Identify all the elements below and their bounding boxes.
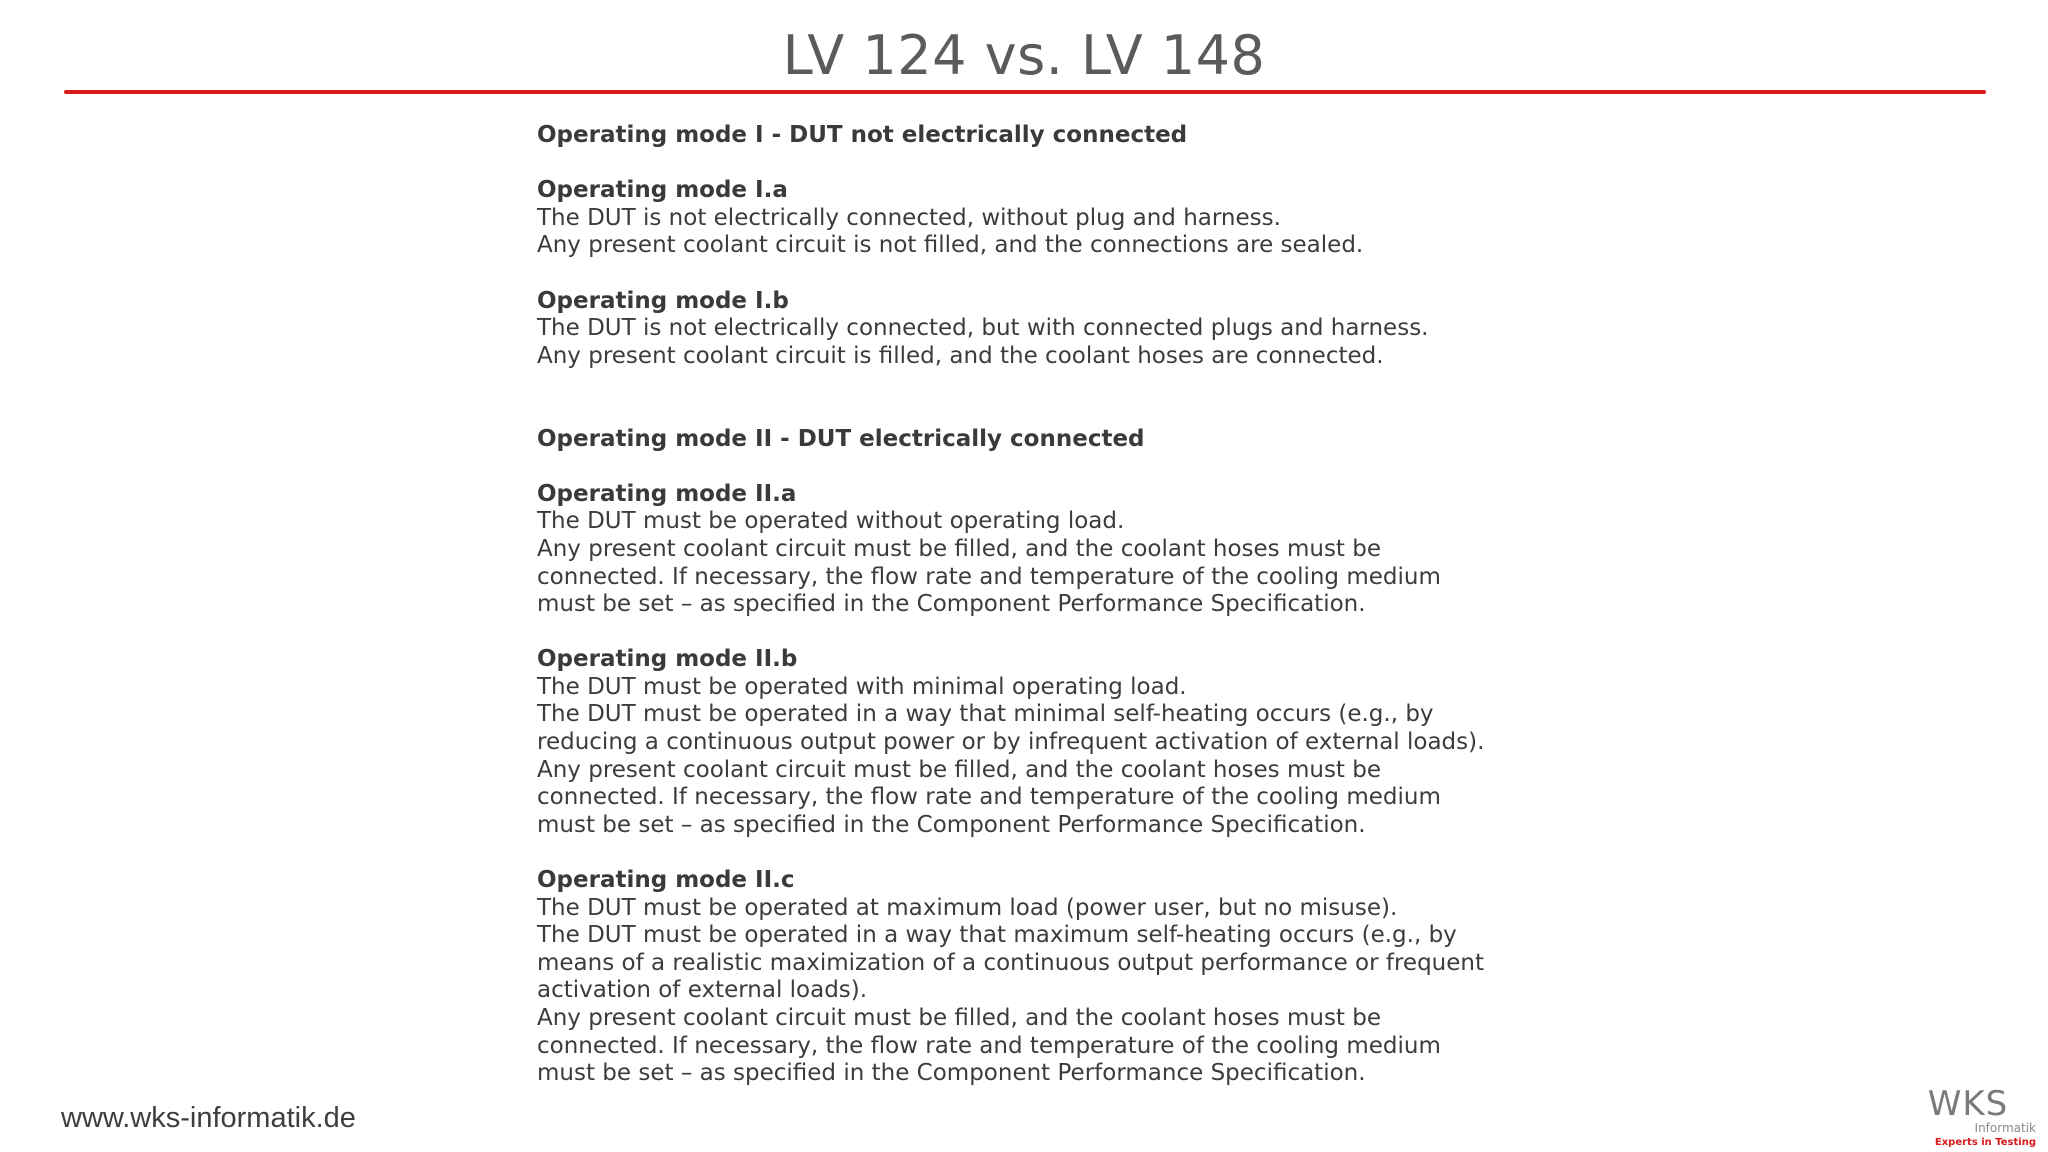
body-text-line: Any present coolant circuit is not filled, and the connections are sealed. xyxy=(537,232,1364,259)
section-heading: Operating mode I.a xyxy=(537,177,788,204)
logo-tagline: Experts in Testing xyxy=(1934,1137,2036,1148)
wks-logo-image xyxy=(1898,1082,2038,1148)
blank-line xyxy=(537,453,1537,481)
slide-title: LV 124 vs. LV 148 xyxy=(782,24,1266,87)
blank-line xyxy=(537,260,1537,288)
section-heading: Operating mode I.b xyxy=(537,287,789,314)
operating-modes-text xyxy=(537,122,1537,1088)
body-text-line: connected. If necessary, the flow rate and temperature of the cooling medium xyxy=(537,563,1441,590)
body-text-line: The DUT is not electrically connected, but with connected plugs and harness. xyxy=(537,315,1429,342)
logo-subtitle: Informatik xyxy=(1974,1121,2036,1135)
body-text-line: The DUT must be operated in a way that maximum self-heating occurs (e.g., by xyxy=(537,922,1457,949)
section-heading: Operating mode II - DUT electrically connected xyxy=(537,425,1145,452)
logo-wordmark: WKS xyxy=(1927,1084,2009,1124)
section-heading: Operating mode II.a xyxy=(537,480,797,507)
wks-logo xyxy=(1898,1082,2038,1148)
section-heading: Operating mode II.b xyxy=(537,646,798,673)
blank-line xyxy=(537,619,1537,647)
body-text-line: Any present coolant circuit must be filled, and the coolant hoses must be xyxy=(537,756,1382,783)
footer-website-url: www.wks-informatik.de xyxy=(61,1102,356,1134)
body-text-line: activation of external loads). xyxy=(537,977,868,1004)
blank-line xyxy=(537,839,1537,867)
body-text-line: The DUT must be operated at maximum load (power user, but no misuse). xyxy=(537,894,1398,921)
body-text-line: connected. If necessary, the flow rate and temperature of the cooling medium xyxy=(537,1032,1441,1059)
body-text-line: The DUT must be operated with minimal operating load. xyxy=(537,673,1187,700)
body-text-line: must be set – as specified in the Component Performance Specification. xyxy=(537,591,1366,618)
body-text-line: Any present coolant circuit must be filled, and the coolant hoses must be xyxy=(537,1005,1382,1031)
section-heading: Operating mode I - DUT not electrically connected xyxy=(537,122,1188,148)
body-text-line: The DUT must be operated without operating load. xyxy=(537,508,1125,535)
body-text-line: The DUT must be operated in a way that minimal self-heating occurs (e.g., by xyxy=(537,701,1434,728)
body-text-line: Any present coolant circuit must be filled, and the coolant hoses must be xyxy=(537,535,1382,562)
body-text-line: connected. If necessary, the flow rate and temperature of the cooling medium xyxy=(537,784,1441,811)
title-divider xyxy=(64,90,1986,94)
blank-line xyxy=(537,370,1537,398)
section-heading: Operating mode II.c xyxy=(537,867,795,894)
body-text-line: reducing a continuous output power or by infrequent activation of external loads). xyxy=(537,729,1485,756)
blank-line xyxy=(537,150,1537,178)
body-text-line: Any present coolant circuit is filled, and the coolant hoses are connected. xyxy=(537,342,1384,369)
body-text-line: The DUT is not electrically connected, without plug and harness. xyxy=(537,204,1281,231)
body-text-line: must be set – as specified in the Component Performance Specification. xyxy=(537,1060,1366,1087)
blank-line xyxy=(537,398,1537,426)
body-text-line: must be set – as specified in the Component Performance Specification. xyxy=(537,811,1366,838)
body-text-line: means of a realistic maximization of a continuous output performance or frequent xyxy=(537,949,1484,976)
